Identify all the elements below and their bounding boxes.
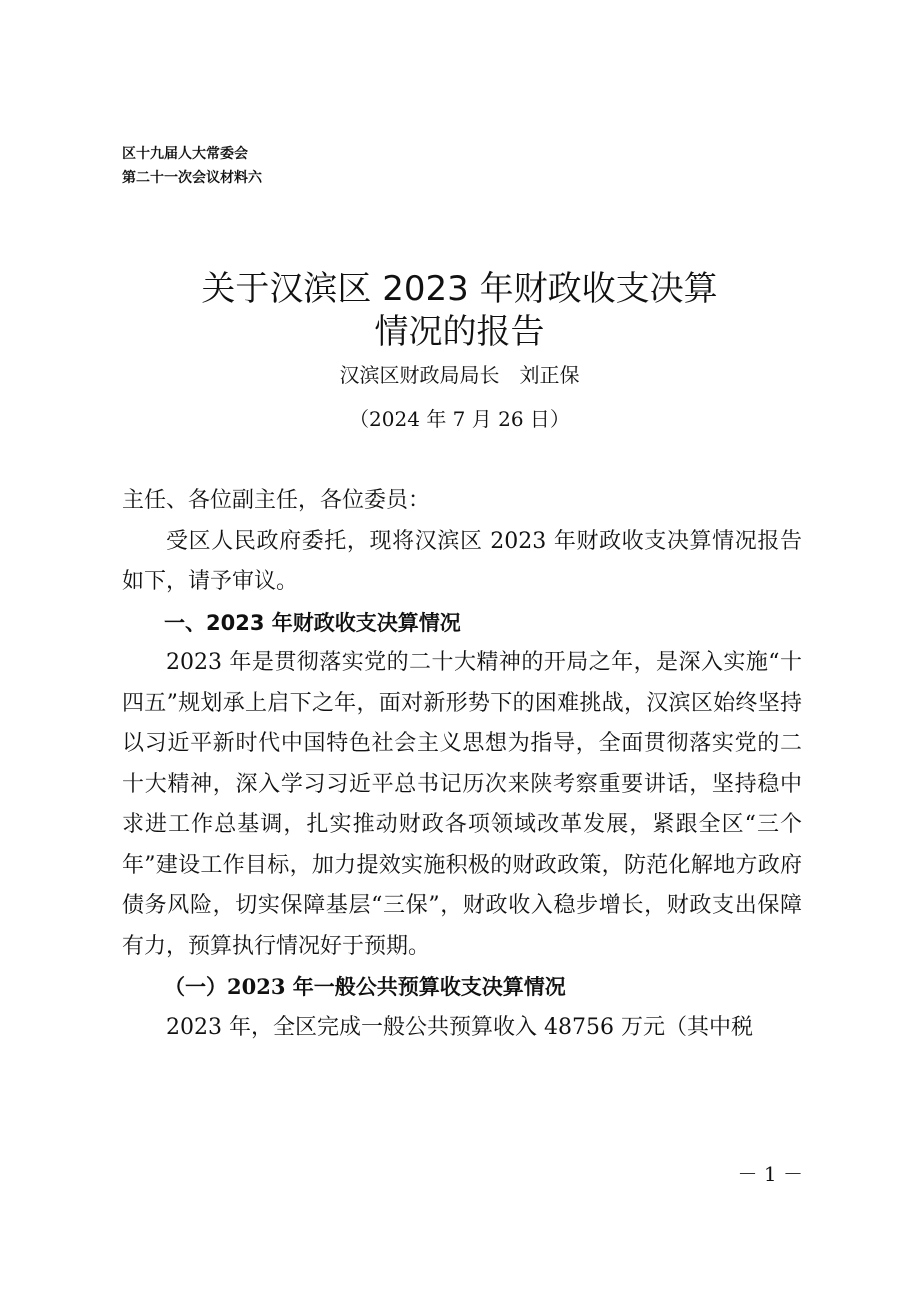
document-body: [122, 481, 802, 1048]
title-line-2: 情况的报告: [374, 312, 545, 352]
date-line: （2024 年 7 月 26 日）: [349, 407, 570, 431]
document-header: [122, 142, 262, 190]
intro-paragraph: 受区人民政府委托，现将汉滨区 2023 年财政收支决算情况报告如下，请予审议。: [122, 528, 802, 594]
subsection-paragraph: 2023 年，全区完成一般公共预算收入 48756 万元（其中税: [166, 1014, 753, 1040]
header-line-meeting-body: 区十九届人大常委会: [122, 146, 248, 162]
document-title: [0, 268, 919, 354]
header-line-material-number: 第二十一次会议材料六: [122, 170, 262, 186]
salutation: 主任、各位副主任，各位委员：: [122, 488, 431, 513]
title-line-1: 关于汉滨区 2023 年财政收支决算: [201, 269, 718, 309]
section-heading: 一、2023 年财政收支决算情况: [164, 610, 461, 635]
author-line: 汉滨区财政局局长 刘正保: [339, 363, 580, 387]
section-paragraph: 2023 年是贯彻落实党的二十大精神的开局之年，是深入实施“十四五”规划承上启下之年，面对新形势下的困难挑战，汉滨区始终坚持以习近平新时代中国特色社会主义思想为指导，全面贯彻落实党的二十大精神，深入学习习近平总书记历次来陕考察重要讲话，坚持稳中求进工作总基调，扎实推动财政各项领域改革发展，紧跟全区“三个年”建设工作目标，加力提效实施积极的财政政策，防范化解地方政府债务风险，切实保障基层“三保”，财政收入稳步增长，财政支出保障有力，预算执行情况好于预期。: [122, 650, 802, 959]
page-number: － 1 －: [737, 1162, 803, 1186]
subsection-heading: （一）2023 年一般公共预算收支决算情况: [164, 974, 566, 999]
